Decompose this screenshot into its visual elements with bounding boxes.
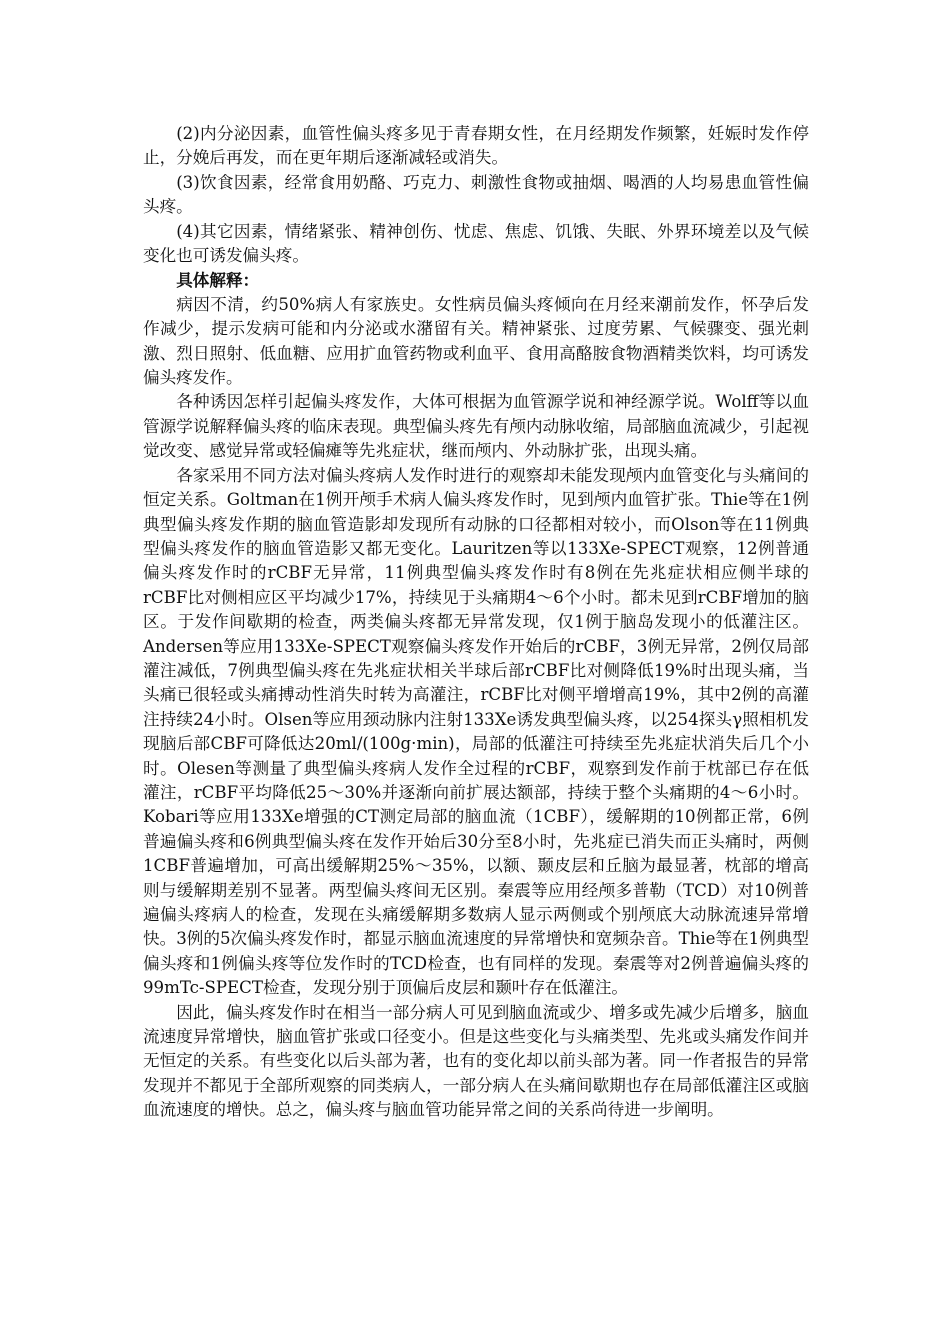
document-page (143, 122, 809, 1123)
paragraph-other-factors: (4)其它因素，情绪紧张、精神创伤、忧虑、焦虑、饥饿、失眠、外界环境差以及气候变化也可诱发偏头疼。 (143, 221, 809, 266)
paragraph-endocrine-factor: (2)内分泌因素，血管性偏头疼多见于青春期女性，在月经期发作频繁，妊娠时发作停止，分娩后再发，而在更年期后逐渐减轻或消失。 (143, 124, 809, 168)
paragraph-observations: 各家采用不同方法对偏头疼病人发作时进行的观察却未能发现颅内血管变化与头痛间的恒定关系。Goltman在1例开颅手术病人偏头疼发作时，见到颅内血管扩张。Thie等在1例典型偏头疼发作期的脑血管造影却发现所有动脉的口径都相对较小，而Olson等在11例典型偏头疼发作的脑血管造影又都无变化。Lauritzen等以133Xe-SPECT观察，12例普通偏头疼发作时的rCBF无异常，11例典型偏头疼发作时有8例在先兆症状相应侧半球的rCBF比对侧相应区平均减少17%，持续见于头痛期4～6个小时。都未见到rCBF增加的脑区。于发作间歇期的检查，两类偏头疼都无异常发现，仅1例于脑岛发现小的低灌注区。Andersen等应用133Xe-SPECT观察偏头疼发作开始后的rCBF，3例无异常，2例仅局部灌注减低，7例典型偏头疼在先兆症状相关半球后部rCBF比对侧降低19%时出现头痛，当头痛已很轻或头痛搏动性消失时转为高灌注，rCBF比对侧平增增高19%，其中2例的高灌注持续24小时。Olsen等应用颈动脉内注射133Xe诱发典型偏头疼，以254探头γ照相机发现脑后部CBF可降低达20ml/(100g·min)，局部的低灌注可持续至先兆症状消失后几个小时。Olesen等测量了典型偏头疼病人发作全过程的rCBF，观察到发作前于枕部已存在低灌注，rCBF平均降低25～30%并逐渐向前扩展达额部，持续于整个头痛期的4～6小时。Kobari等应用133Xe增强的CT测定局部的脑血流（1CBF），缓解期的10例都正常，6例普遍偏头疼和6例典型偏头疼在发作开始后30分至8小时，先兆症已消失而正头痛时，两侧1CBF普遍增加，可高出缓解期25%～35%，以额、颞皮层和丘脑为最显著，枕部的增高则与缓解期差别不显著。两型偏头疼间无区别。秦震等应用经颅多普勒（TCD）对10例普遍偏头疼病人的检查，发现在头痛缓解期多数病人显示两侧或个别颅底大动脉流速异常增快。3例的5次偏头疼发作时，都显示脑血流速度的异常增快和宽频杂音。Thie等在1例典型偏头疼和1例偏头疼等位发作时的TCD检查，也有同样的发现。秦震等对2例普遍偏头疼的99mTc-SPECT检查，发现分别于顶偏后皮层和颞叶存在低灌注。 (143, 465, 809, 998)
paragraph-etiology: 病因不清，约50%病人有家族史。女性病员偏头疼倾向在月经来潮前发作，怀孕后发作减少，提示发病可能和内分泌或水潴留有关。精神紧张、过度劳累、气候骤变、强光刺激、烈日照射、低血糖、应用扩血管药物或利血平、食用高酪胺食物酒精类饮料，均可诱发偏头疼发作。 (143, 294, 809, 388)
paragraph-diet-factor: (3)饮食因素，经常食用奶酪、巧克力、刺激性食物或抽烟、喝酒的人均易患血管性偏头疼。 (143, 172, 809, 217)
paragraph-theories: 各种诱因怎样引起偏头疼发作，大体可根据为血管源学说和神经源学说。Wolff等以血管源学说解释偏头疼的临床表现。典型偏头疼先有颅内动脉收缩，局部脑血流减少，引起视觉改变、感觉异常或轻偏瘫等先兆症状，继而颅内、外动脉扩张，出现头痛。 (143, 392, 809, 461)
paragraph-conclusion: 因此，偏头疼发作时在相当一部分病人可见到脑血流或少、增多或先减少后增多，脑血流速度异常增快，脑血管扩张或口径变小。但是这些变化与头痛类型、先兆或头痛发作间并无恒定的关系。有些变化以后头部为著，也有的变化却以前头部为著。同一作者报告的异常发现并不都见于全部所观察的同类病人，一部分病人在头痛间歇期也存在局部低灌注区或脑血流速度的增快。总之，偏头疼与脑血管功能异常之间的关系尚待进一步阐明。 (143, 1002, 809, 1120)
section-heading: 具体解释： (176, 270, 260, 291)
